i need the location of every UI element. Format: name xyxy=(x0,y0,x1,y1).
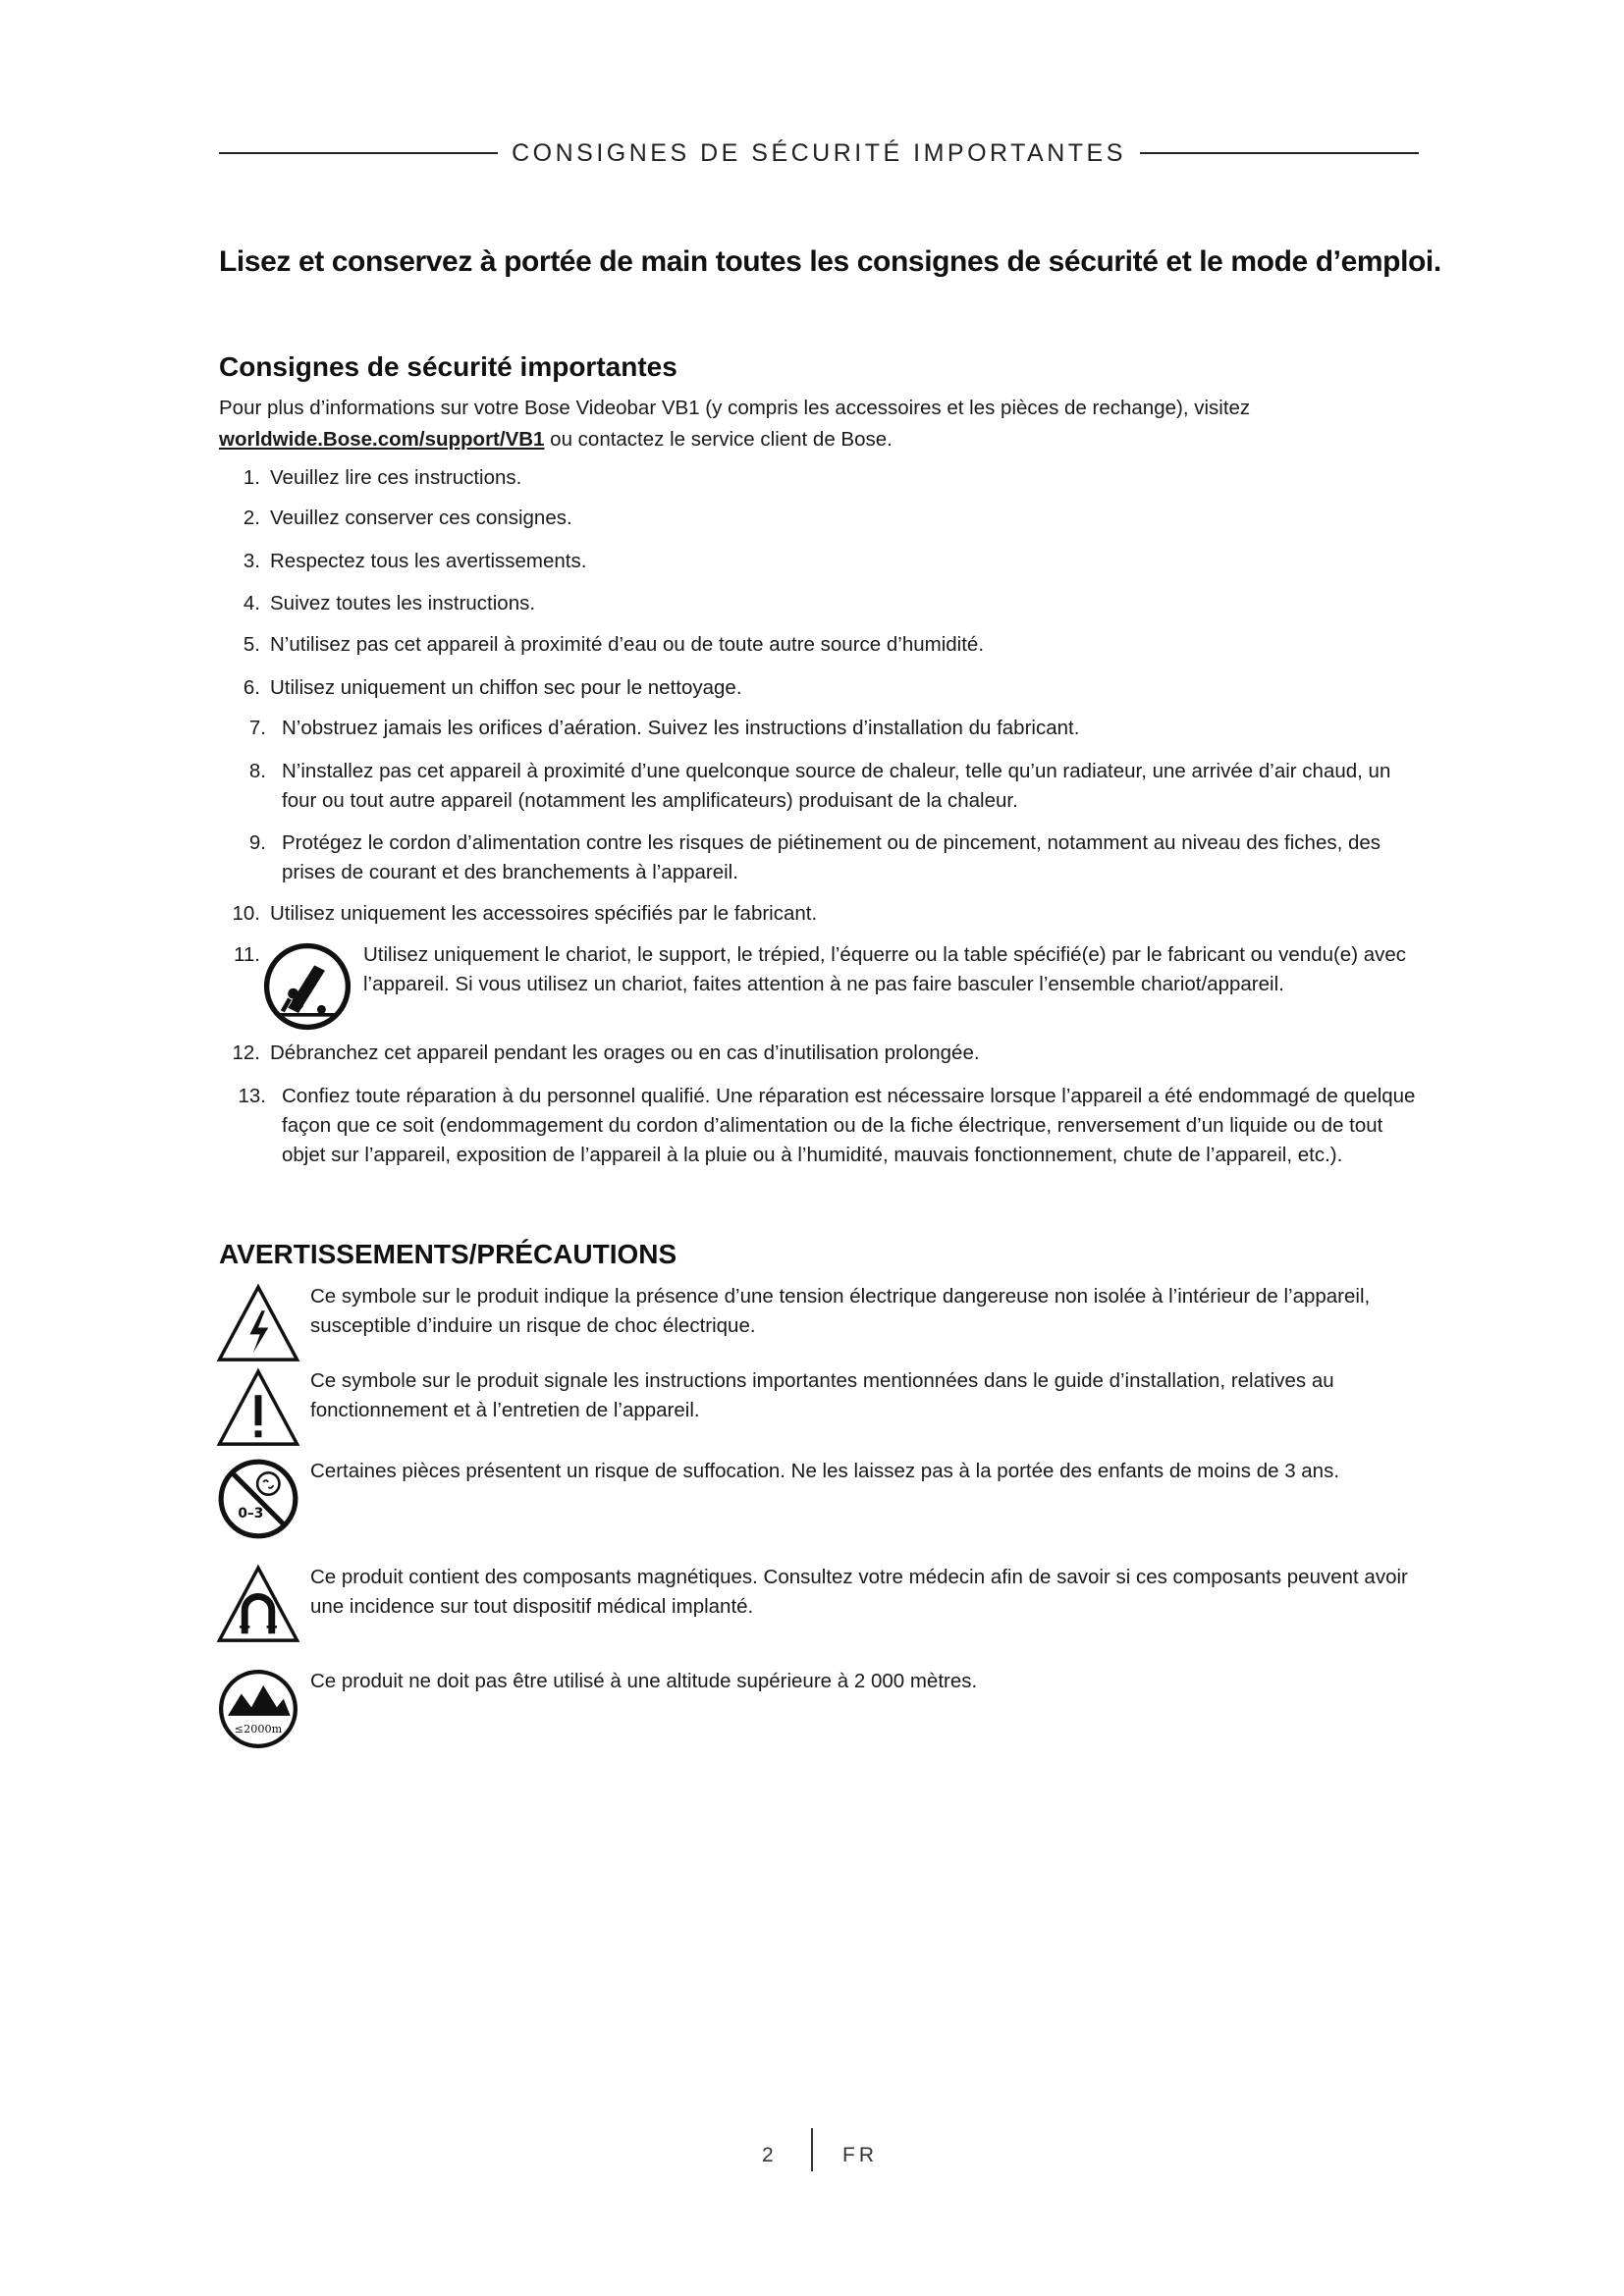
list-item xyxy=(219,630,1419,660)
item-number: 4. xyxy=(243,592,260,614)
item-number: 5. xyxy=(243,633,260,656)
item-text: N’utilisez pas cet appareil à proximité d’eau ou de toute autre source d’humidité. xyxy=(270,633,985,656)
warning-text: Ce symbole sur le produit signale les instructions importantes mentionnées dans le guide d’installation, relatives au fonctionnement et à l’entretien de l’appareil. xyxy=(310,1369,1334,1421)
support-link[interactable]: worldwide.Bose.com/support/VB1 xyxy=(219,428,545,451)
page-number: 2 xyxy=(762,2144,774,2166)
intro-tail: ou contactez le service client de Bose. xyxy=(544,428,893,451)
item-text: Débranchez cet appareil pendant les orages ou en cas d’inutilisation prolongée. xyxy=(270,1041,980,1064)
list-item xyxy=(219,673,1419,703)
age-badge: 0–3 xyxy=(238,1505,264,1522)
intro-text: Pour plus d’informations sur votre Bose Videobar VB1 (y compris les accessoires et les pièces de rechange), visitez xyxy=(219,397,1251,419)
list-item xyxy=(219,757,1419,816)
item-text: Utilisez uniquement les accessoires spécifiés par le fabricant. xyxy=(270,902,818,925)
safety-intro xyxy=(219,393,1417,455)
warning-row xyxy=(216,1282,1419,1361)
header-title: CONSIGNES DE SÉCURITÉ IMPORTANTES xyxy=(512,138,1126,167)
warning-row xyxy=(216,1457,1419,1541)
list-item xyxy=(219,1039,1419,1068)
exclamation-warning-icon xyxy=(216,1366,300,1451)
item-text: N’installez pas cet appareil à proximité d’une quelconque source de chaleur, telle qu’un radiateur, une arrivée d’air chaud, un four ou tout autre appareil (notamment les amplificateurs) produisant de la chaleur. xyxy=(282,760,1391,812)
warning-row xyxy=(216,1667,1419,1751)
altitude-limit-icon xyxy=(216,1667,300,1751)
list-item xyxy=(219,1082,1419,1170)
item-number: 7. xyxy=(248,717,266,739)
item-text: Confiez toute réparation à du personnel qualifié. Une réparation est nécessaire lorsque l’appareil a été endommagé de quelque façon que ce soit (endommagement du cordon d’alimentation ou de la fiche électrique, renversement d’un liquide ou de tout objet sur l’appareil, exposition de l’appareil à la pluie ou à l’humidité, mauvais fonctionnement, chute de l’appareil, etc.). xyxy=(282,1085,1416,1166)
item-text: Utilisez uniquement le chariot, le support, le trépied, l’équerre ou la table spécifié(e) par le fabricant ou vendu(e) avec l’appareil. Si vous utilisez un chariot, faites attention à ne pas faire basculer l’ensemble chariot/appareil. xyxy=(363,943,1407,995)
item-number: 6. xyxy=(243,676,260,699)
warning-text: Ce produit contient des composants magnétiques. Consultez votre médecin afin de savoir si ces composants peuvent avoir une incidence sur tout dispositif médical implanté. xyxy=(310,1566,1408,1618)
language-code: FR xyxy=(842,2144,878,2166)
list-item xyxy=(219,463,1419,493)
item-text: Protégez le cordon d’alimentation contre les risques de piétinement ou de pincement, notamment au niveau des fiches, des prises de courant et des branchements à l’appareil. xyxy=(282,831,1381,883)
list-item xyxy=(219,899,1419,929)
item-number: 8. xyxy=(248,760,266,782)
item-number: 3. xyxy=(243,550,260,572)
warnings-section-title: AVERTISSEMENTS/PRÉCAUTIONS xyxy=(219,1239,677,1269)
item-text: Utilisez uniquement un chiffon sec pour le nettoyage. xyxy=(270,676,742,699)
header-rule-right xyxy=(1140,152,1419,154)
item-number: 9. xyxy=(248,831,266,854)
item-number: 2. xyxy=(243,507,260,529)
item-number: 1. xyxy=(243,466,260,489)
list-item xyxy=(219,547,1419,576)
list-item xyxy=(219,828,1419,887)
item-text: Veuillez conserver ces consignes. xyxy=(270,507,572,529)
warning-text: Ce symbole sur le produit indique la présence d’une tension électrique dangereuse non isolée à l’intérieur de l’appareil, susceptible d’induire un risque de choc électrique. xyxy=(310,1285,1371,1337)
item-number: 12. xyxy=(232,1041,260,1064)
list-item xyxy=(219,589,1419,618)
lead-statement: Lisez et conservez à portée de main toutes les consignes de sécurité et le mode d’emploi. xyxy=(219,245,1441,278)
warning-text: Ce produit ne doit pas être utilisé à une altitude supérieure à 2 000 mètres. xyxy=(310,1670,978,1692)
electric-shock-warning-icon xyxy=(216,1282,300,1366)
item-number: 11. xyxy=(234,943,260,966)
list-item xyxy=(219,714,1419,743)
item-text: Respectez tous les avertissements. xyxy=(270,550,587,572)
safety-section-title: Consignes de sécurité importantes xyxy=(219,351,677,382)
item-text: Veuillez lire ces instructions. xyxy=(270,466,522,489)
item-text: N’obstruez jamais les orifices d’aération. Suivez les instructions d’installation du fabricant. xyxy=(282,717,1080,739)
choking-hazard-icon xyxy=(216,1457,300,1541)
warning-text: Certaines pièces présentent un risque de suffocation. Ne les laissez pas à la portée des enfants de moins de 3 ans. xyxy=(310,1460,1340,1482)
altitude-badge: ≤2000m xyxy=(234,1723,283,1736)
item-number: 10. xyxy=(232,902,260,925)
warning-row xyxy=(216,1563,1419,1647)
list-item xyxy=(219,504,1419,533)
warning-row xyxy=(216,1366,1419,1445)
footer-divider xyxy=(811,2128,813,2171)
header-rule-left xyxy=(219,152,498,154)
magnet-warning-icon xyxy=(216,1563,300,1647)
cart-tip-over-warning-icon xyxy=(263,942,352,1031)
page-header xyxy=(219,133,1419,173)
item-text: Suivez toutes les instructions. xyxy=(270,592,536,614)
item-number: 13. xyxy=(238,1085,266,1107)
